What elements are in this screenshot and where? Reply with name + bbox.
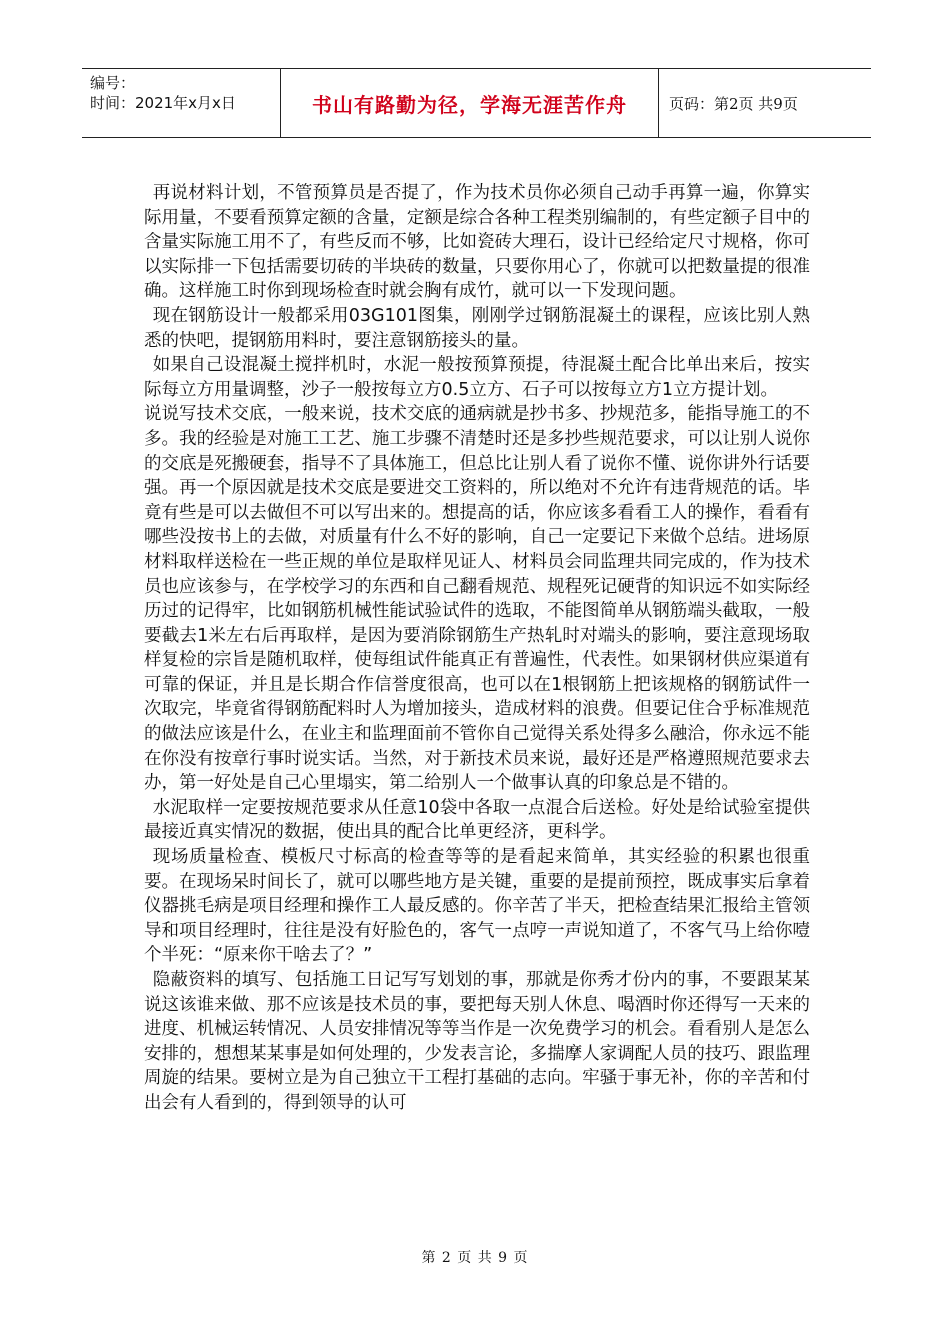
document-time-label: 时间：2021年x月x日 (90, 94, 236, 112)
document-number-label: 编号： (90, 74, 136, 92)
header-meta (90, 73, 236, 113)
paragraph-concealed-records: 隐蔽资料的填写、包括施工日记写写划划的事，那就是你秀才份内的事，不要跟某某说这该谁来做、那不应该是技术员的事，要把每天别人休息、喝酒时你还得写一天来的进度、机械运转情况、人员安排情况等等当作是一次免费学习的机会。看看别人是怎么安排的，想想某某事是如何处理的，少发表言论，多揣摩人家调配人员的技巧、跟监理周旋的结果。要树立是为自己独立干工程打基础的志向。牢骚于事无补，你的辛苦和付出会有人看到的，得到领导的认可 (144, 970, 810, 1113)
page-header (82, 68, 871, 138)
paragraph-material-plan: 再说材料计划，不管预算员是否提了，作为技术员你必须自己动手再算一遍，你算实际用量，不要看预算定额的含量，定额是综合各种工程类别编制的，有些定额子目中的含量实际施工用不了，有些反而不够，比如瓷砖大理石，设计已经给定尺寸规格，你可以实际排一下包括需要切砖的半块砖的数量，只要你用心了，你就可以把数量提的很准确。这样施工时你到现场检查时就会胸有成竹，就可以一下发现问题。 (144, 183, 810, 302)
header-motto: 书山有路勤为径，学海无涯苦作舟 (312, 92, 627, 117)
paragraph-rebar-design: 现在钢筋设计一般都采用03G101图集，刚刚学过钢筋混凝土的课程，应该比别人熟悉的快吧，提钢筋用料时，要注意钢筋接头的量。 (144, 305, 810, 351)
paragraph-technical-disclosure: 说说写技术交底，一般来说，技术交底的通病就是抄书多、抄规范多，能指导施工的不多。我的经验是对施工工艺、施工步骤不清楚时还是多抄些规范要求，可以让别人说你的交底是死搬硬套，指导不了具体施工，但总比让别人看了说你不懂、说你讲外行话要强。再一个原因就是技术交底是要进交工资料的，所以绝对不允许有违背规范的话。毕竟有些是可以去做但不可以写出来的。想提高的话，你应该多看看工人的操作，看看有哪些没按书上的去做，对质量有什么不好的影响，自己一定要记下来做个总结。进场原材料取样送检在一些正规的单位是取样见证人、材料员会同监理共同完成的，作为技术员也应该参与，在学校学习的东西和自己翻看规范、规程死记硬背的知识远不如实际经历过的记得牢，比如钢筋机械性能试验试件的选取，不能图简单从钢筋端头截取，一般要截去1米左右后再取样，是因为要消除钢筋生产热轧时对端头的影响，要注意现场取样复检的宗旨是随机取样，使每组试件能真正有普遍性，代表性。如果钢材供应渠道有可靠的保证，并且是长期合作信誉度很高，也可以在1根钢筋上把该规格的钢筋试件一次取完，毕竟省得钢筋配料时人为增加接头，造成材料的浪费。但要记住合乎标准规范的做法应该是什么，在业主和监理面前不管你自己觉得关系处得多么融洽，你永远不能在你没有按章行事时说实话。当然，对于新技术员来说，最好还是严格遵照规范要求去办，第一好处是自己心里塌实，第二给别人一个做事认真的印象总是不错的。 (144, 404, 810, 794)
paragraph-concrete-mixer: 如果自己设混凝土搅拌机时，水泥一般按预算预提，待混凝土配合比单出来后，按实际每立方用量调整，沙子一般按每立方0.5立方、石子可以按每立方1立方提计划。 (144, 355, 810, 400)
paragraph-cement-sampling: 水泥取样一定要按规范要求从任意10袋中各取一点混合后送检。好处是给试验室提供最接近真实情况的数据，使出具的配合比单更经济，更科学。 (144, 797, 810, 843)
paragraph-quality-inspection: 现场质量检查、模板尺寸标高的检查等等的是看起来简单，其实经验的积累也很重要。在现场呆时间长了，就可以哪些地方是关键，重要的是提前预控，既成事实后拿着仪器挑毛病是项目经理和操作工人最反感的。你辛苦了半天，把检查结果汇报给主管领导和项目经理时，往往是没有好脸色的，客气一点哼一声说知道了，不客气马上给你噎个半死：“原来你干啥去了？” (144, 847, 810, 966)
page-footer: 第 2 页 共 9 页 (421, 1250, 529, 1266)
header-page-info: 页码：第2页 共9页 (669, 94, 798, 113)
document-body (144, 181, 810, 1116)
